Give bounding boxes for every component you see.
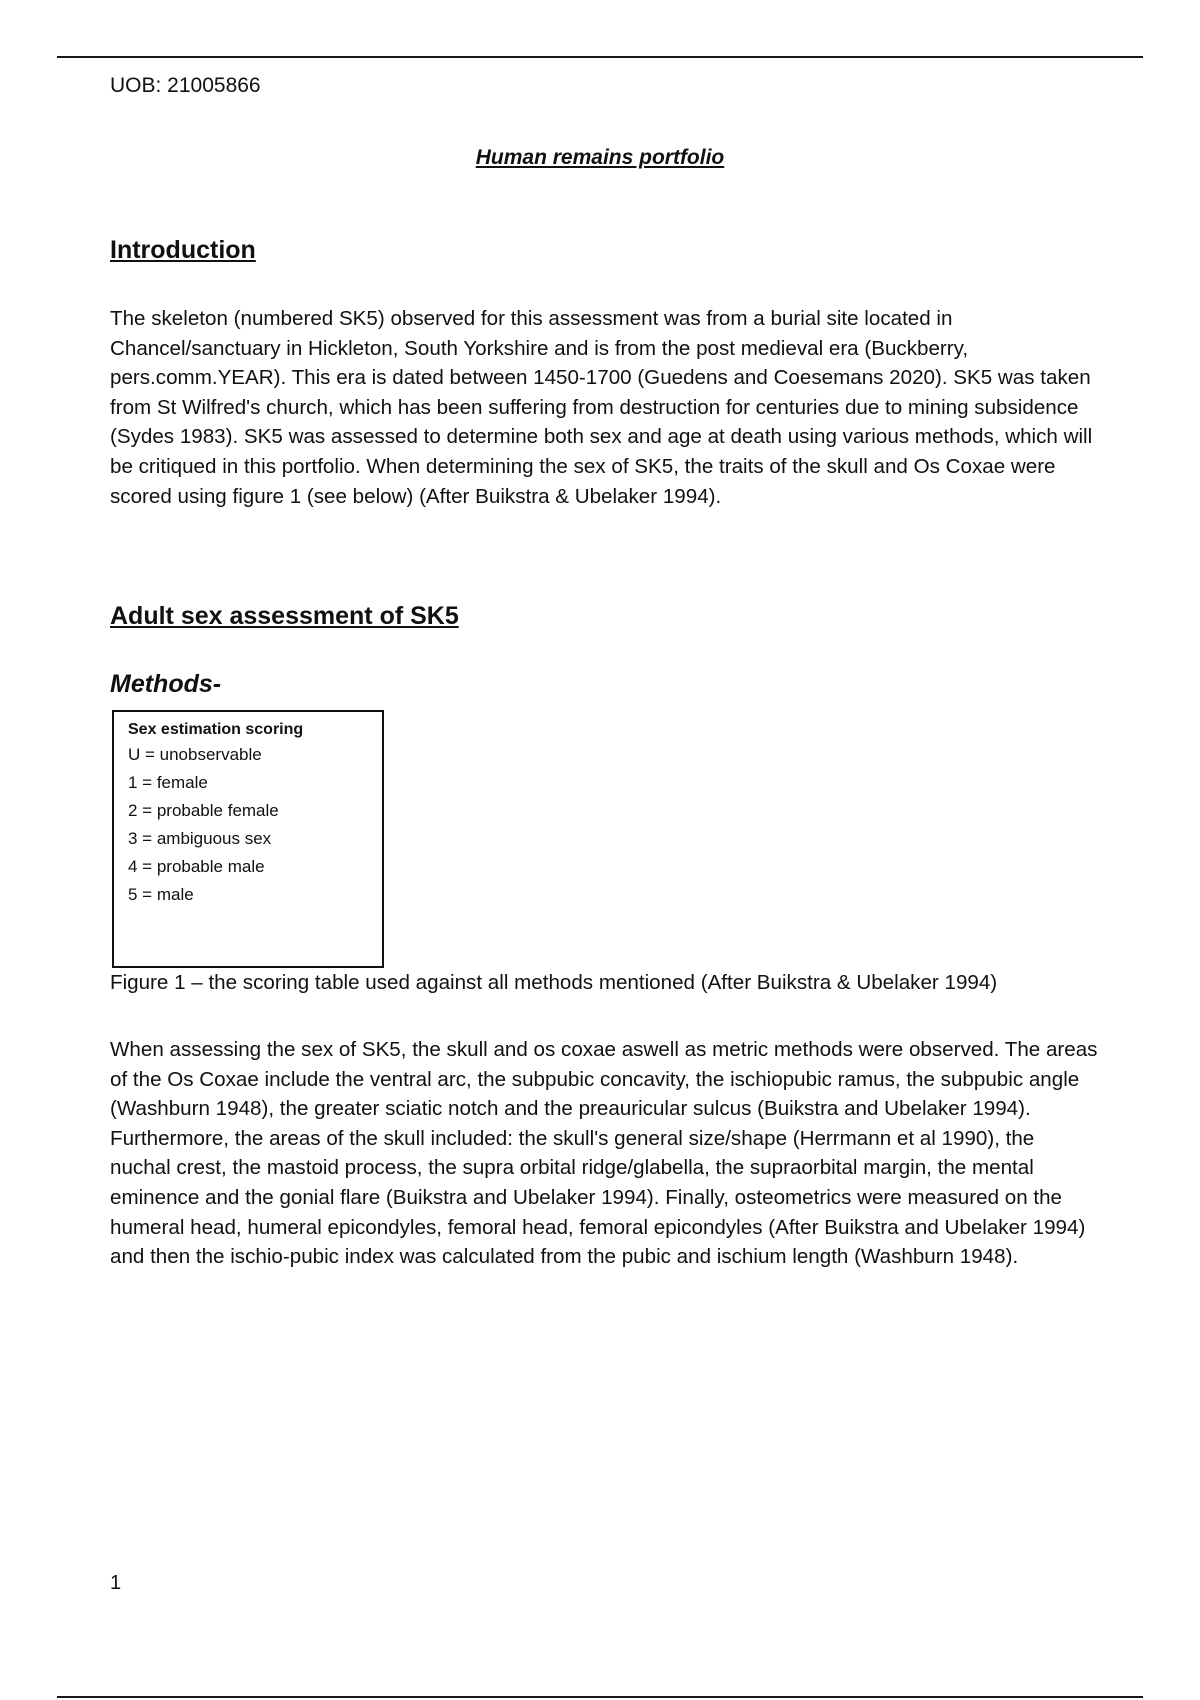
introduction-heading: Introduction [110,236,256,264]
scoring-item: 5 = male [128,885,194,904]
header-rule [57,56,1143,58]
scoring-item: 2 = probable female [128,801,279,820]
scoring-item: 1 = female [128,773,208,792]
scoring-list [128,741,382,909]
sex-assessment-paragraph: When assessing the sex of SK5, the skull and os coxae aswell as metric methods were observed. The areas of the Os Coxae include the ventral arc, the subpubic concavity, the ischiopubic ramus, the subpubic angle (Washburn 1948), the greater sciatic notch and the preauricular sulcus (Buikstra and Ubelaker 1994). Furthermore, the areas of the skull included: the skull's general size/shape (Herrmann et al 1990), the nuchal crest, the mastoid process, the supra orbital ridge/glabella, the supraorbital margin, the mental eminence and the gonial flare (Buikstra and Ubelaker 1994). Finally, osteometrics were measured on the humeral head, humeral epicondyles, femoral head, femoral epicondyles (After Buikstra and Ubelaker 1994) and then the ischio-pubic index was calculated from the pubic and ischium length (Washburn 1948). [110,1038,1098,1269]
methods-heading: Methods- [110,670,222,698]
scoring-table-title: Sex estimation scoring [128,721,304,738]
scoring-item: 4 = probable male [128,857,265,876]
document-title: Human remains portfolio [475,146,725,169]
introduction-paragraph: The skeleton (numbered SK5) observed for this assessment was from a burial site located in Chancel/sanctuary in Hickleton, South Yorkshire and is from the post medieval era (Buckberry, pers.comm.YEAR). This era is dated between 1450-1700 (Guedens and Coesemans 2020). SK5 was taken from St Wilfred's church, which has been suffering from destruction for centuries due to mining subsidence (Sydes 1983). SK5 was assessed to determine both sex and age at death using various methods, which will be critiqued in this portfolio. When determining the sex of SK5, the traits of the skull and Os Coxae were scored using figure 1 (see below) (After Buikstra & Ubelaker 1994). [110,307,1093,508]
student-id: UOB: 21005866 [110,74,261,97]
scoring-item: 3 = ambiguous sex [128,829,272,848]
page-number: 1 [110,1572,122,1594]
figure-caption: Figure 1 – the scoring table used against all methods mentioned (After Buikstra & Ubelaker 1994) [110,971,998,994]
sex-scoring-table [112,710,384,968]
footer-rule [57,1696,1143,1698]
sex-assessment-heading: Adult sex assessment of SK5 [110,602,459,630]
scoring-item: U = unobservable [128,745,262,764]
